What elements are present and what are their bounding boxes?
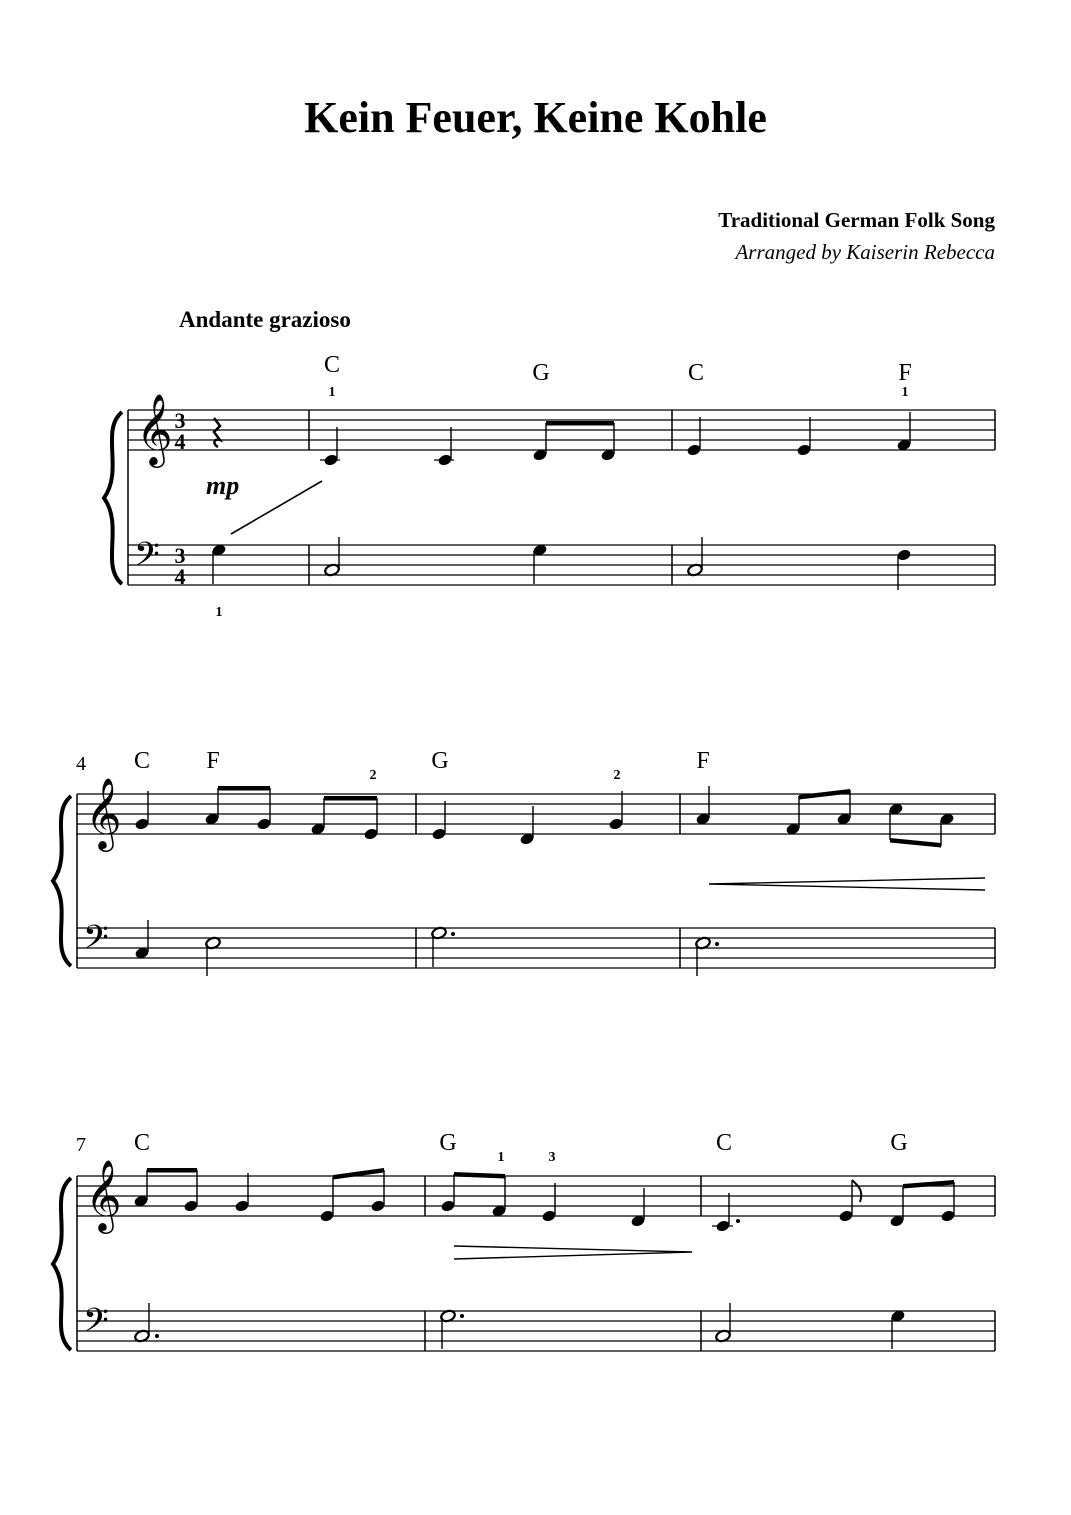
chord-symbol: C (323, 352, 341, 378)
chord-symbol: C (687, 360, 705, 386)
chord-symbol: G (890, 1130, 908, 1156)
chord-symbol: C (715, 1130, 733, 1156)
bass-notes (134, 1303, 906, 1349)
chord-symbol: F (206, 748, 220, 774)
bass-clef-icon: 𝄢 (83, 919, 109, 964)
treble-clef-icon: 𝄞 (85, 780, 122, 848)
voice-line (231, 481, 322, 534)
grand-staff-brace (104, 412, 122, 584)
chord-symbol: G (532, 360, 550, 386)
chord-symbol: G (439, 1130, 457, 1156)
system-2 (53, 748, 995, 976)
time-signature-upper: 3 (174, 408, 186, 433)
system-1 (104, 352, 995, 620)
treble-staff (77, 794, 995, 834)
tempo-marking: Andante grazioso (179, 307, 351, 332)
barlines (309, 410, 995, 585)
fingering: 2 (613, 768, 621, 783)
chord-symbol: G (431, 748, 449, 774)
quarter-rest-icon (214, 418, 220, 447)
fingering: 1 (215, 605, 223, 620)
time-signature-upper: 3 (174, 543, 186, 568)
measure-number: 4 (76, 753, 86, 775)
fingering: 1 (497, 1150, 505, 1165)
chord-symbol: C (133, 748, 151, 774)
page-title: Kein Feuer, Keine Kohle (304, 93, 767, 142)
bass-staff (128, 545, 995, 585)
measure-number: 7 (76, 1134, 86, 1156)
composer-credit: Traditional German Folk Song (718, 208, 995, 232)
treble-notes (134, 786, 954, 848)
fingering: 2 (369, 768, 377, 783)
crescendo-hairpin (709, 878, 985, 890)
grand-staff-brace (53, 1178, 71, 1350)
treble-staff (77, 1176, 995, 1216)
time-signature-lower: 4 (174, 429, 186, 454)
fingering: 3 (548, 1150, 556, 1165)
decrescendo-hairpin (454, 1246, 692, 1259)
treble-clef-icon: 𝄞 (136, 396, 173, 464)
barlines (425, 1176, 995, 1351)
arranger-credit: Arranged by Kaiserin Rebecca (735, 240, 995, 264)
grand-staff-brace (53, 796, 71, 966)
system-3 (53, 1130, 995, 1351)
treble-staff (128, 410, 995, 450)
fingering: 1 (328, 385, 336, 400)
dynamic-marking: mp (206, 471, 240, 500)
treble-clef-icon: 𝄞 (85, 1162, 122, 1230)
bass-clef-icon: 𝄢 (134, 536, 160, 581)
time-signature-lower: 4 (174, 564, 186, 589)
bass-clef-icon: 𝄢 (83, 1302, 109, 1347)
chord-symbol: F (898, 360, 912, 386)
treble-notes (133, 1168, 955, 1233)
fingering: 1 (901, 385, 909, 400)
chord-symbol: F (696, 748, 710, 774)
chord-symbol: C (133, 1130, 151, 1156)
bass-staff (77, 1311, 995, 1351)
